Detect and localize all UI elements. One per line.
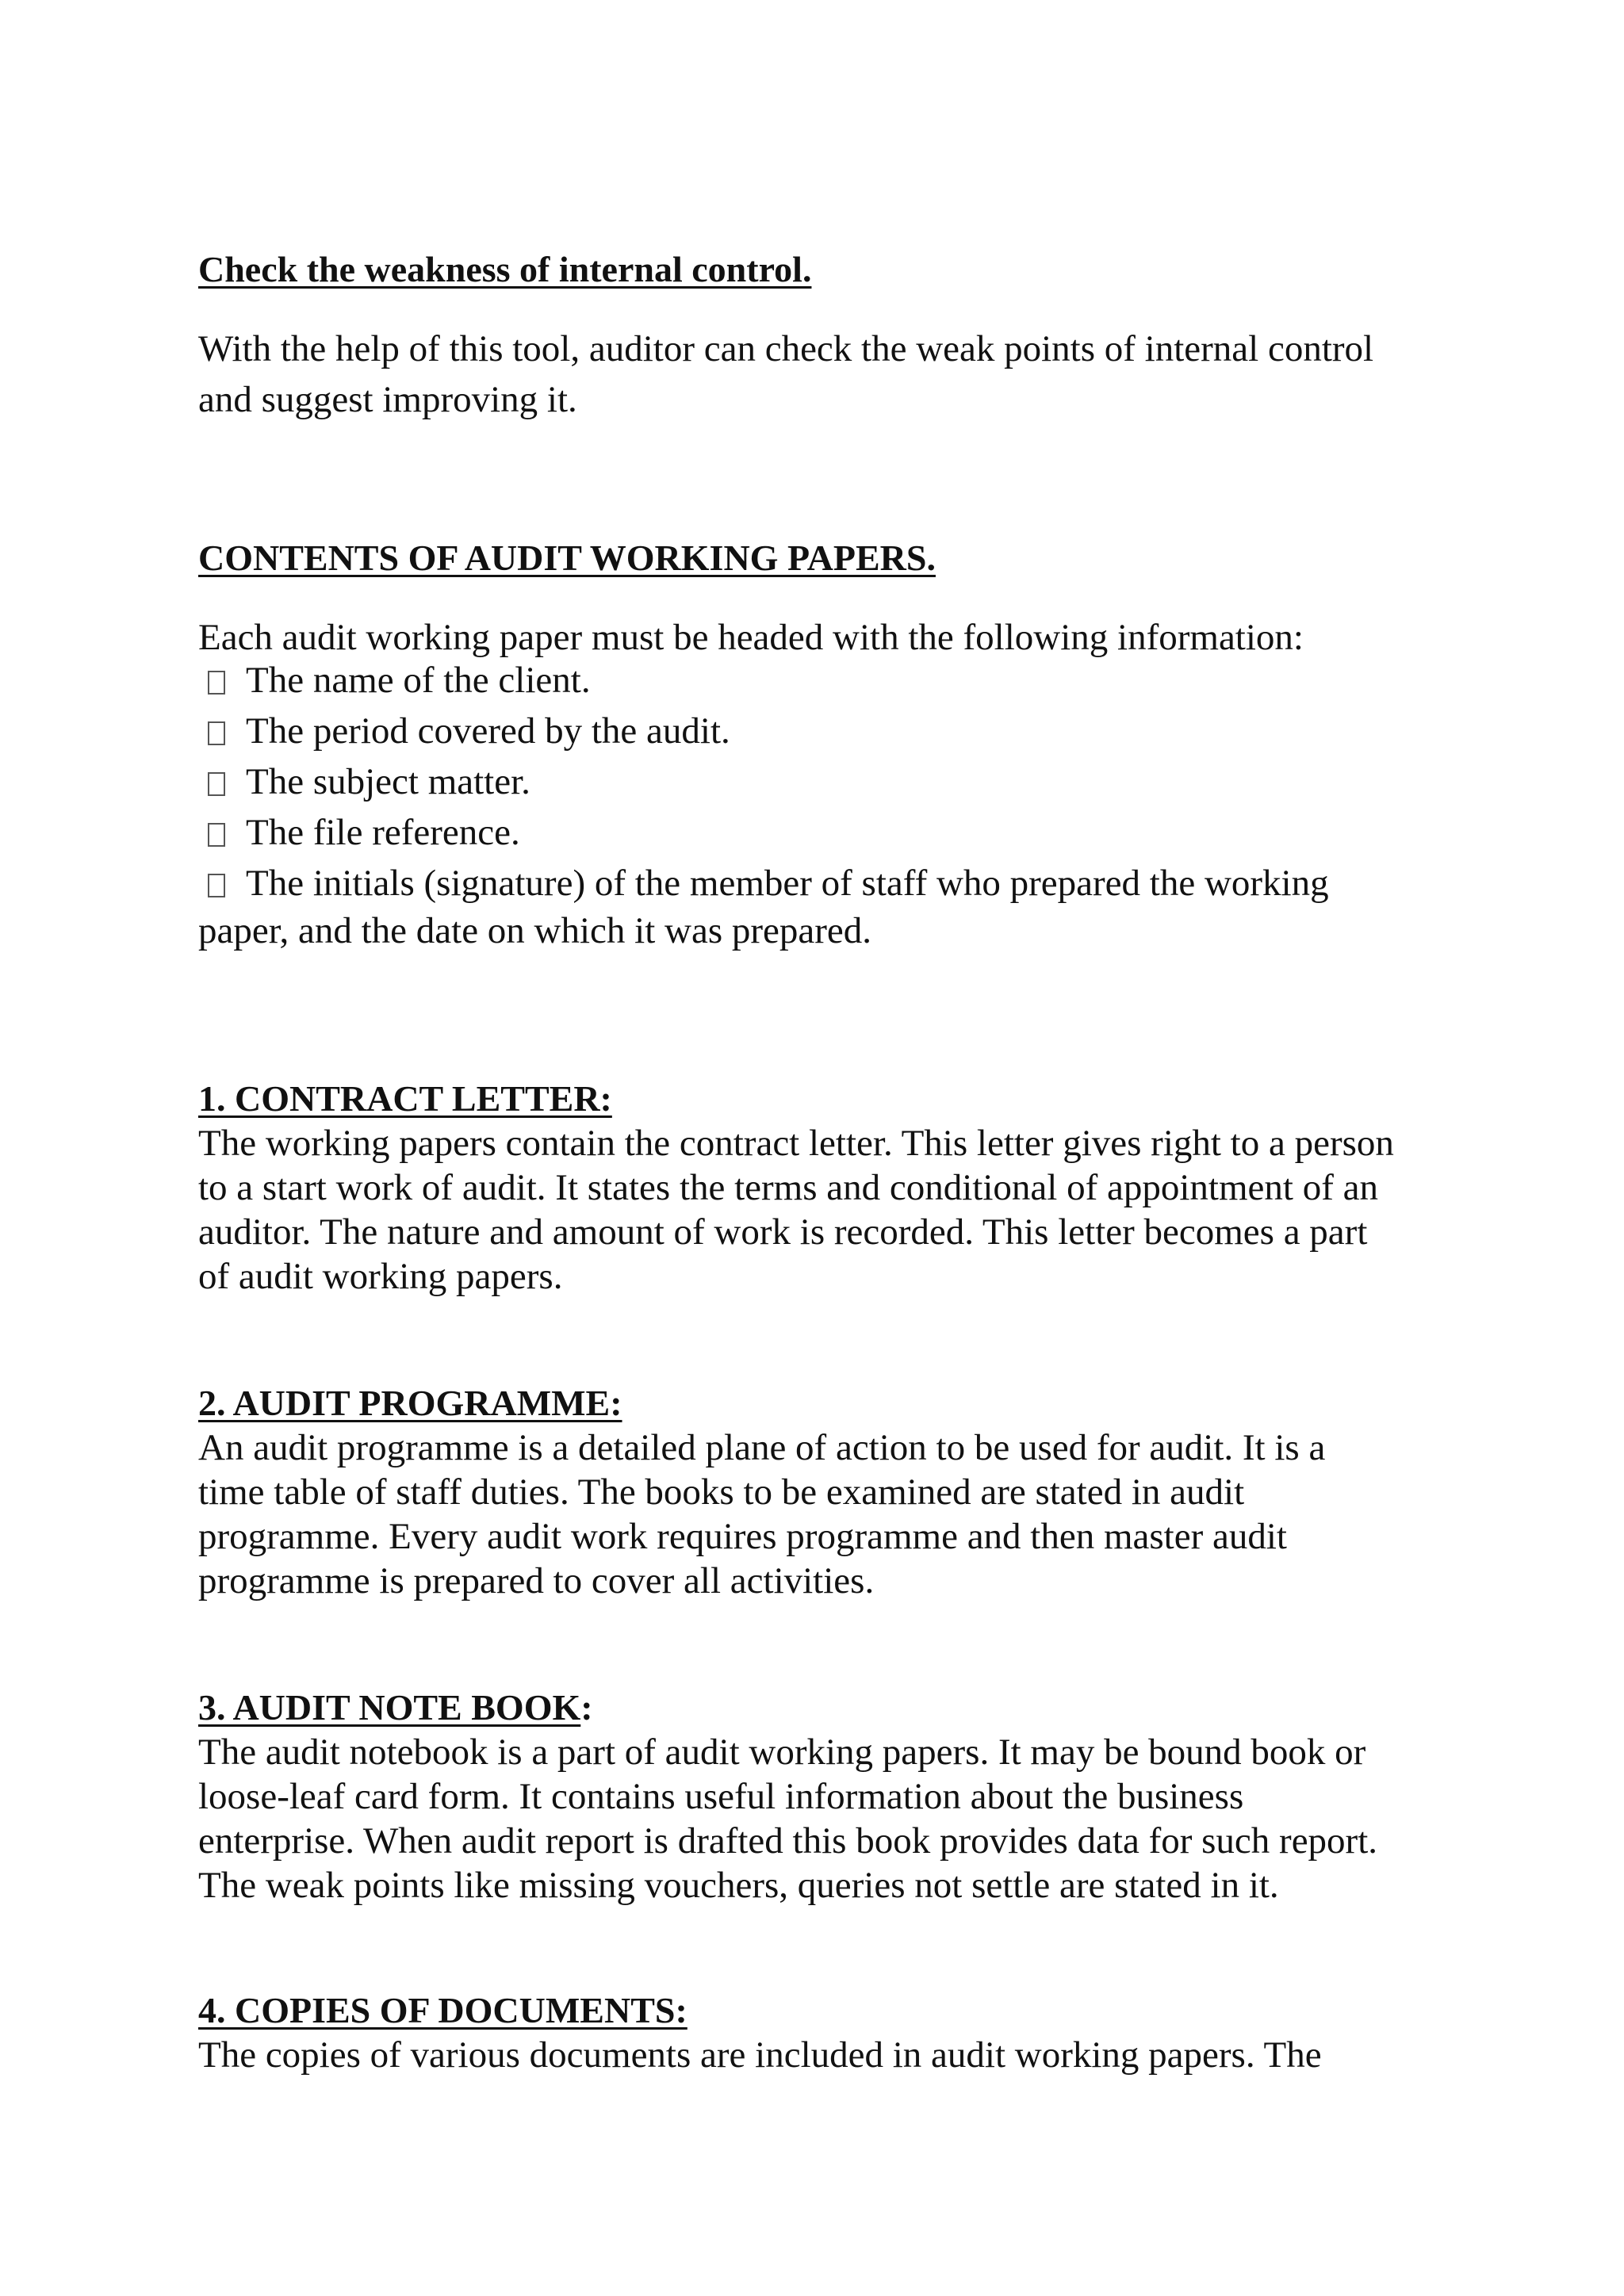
checkbox-glyph-icon xyxy=(208,772,225,796)
checkbox-glyph-icon xyxy=(208,671,225,695)
section-heading: 3. AUDIT NOTE BOOK xyxy=(198,1687,581,1728)
list-item-label: The name of the client. xyxy=(246,660,591,701)
section-internal-control-body xyxy=(198,323,1475,425)
paragraph-line: The audit notebook is a part of audit working papers. It may be bound book or xyxy=(198,1732,1366,1773)
paragraph-line: loose-leaf card form. It contains useful information about the business xyxy=(198,1776,1244,1817)
contents-continuation xyxy=(198,909,1475,953)
paragraph-line: Each audit working paper must be headed with the following information: xyxy=(198,617,1304,658)
paragraph-line: of audit working papers. xyxy=(198,1256,563,1297)
paragraph-line: and suggest improving it. xyxy=(198,379,577,420)
paragraph-line: With the help of this tool, auditor can check the weak points of internal control xyxy=(198,328,1374,369)
list-item xyxy=(198,658,1475,709)
section-copies-of-documents xyxy=(198,1988,1475,2033)
list-item xyxy=(198,810,1475,861)
paragraph-line: The weak points like missing vouchers, queries not settle are stated in it. xyxy=(198,1865,1279,1906)
section-internal-control xyxy=(198,247,1475,292)
paragraph-line: enterprise. When audit report is drafted this book provides data for such report. xyxy=(198,1820,1378,1862)
section-audit-programme xyxy=(198,1381,1475,1425)
section-contract-letter xyxy=(198,1077,1475,1121)
section-audit-note-book-body xyxy=(198,1730,1475,1908)
list-item-label: The period covered by the audit. xyxy=(246,710,730,752)
section-heading: 1. CONTRACT LETTER: xyxy=(198,1078,612,1119)
section-audit-note-book xyxy=(198,1686,1475,1730)
section-heading: Check the weakness of internal control. xyxy=(198,249,812,289)
checkbox-glyph-icon xyxy=(208,874,225,897)
list-item xyxy=(198,760,1475,810)
paragraph-line: auditor. The nature and amount of work is recorded. This letter becomes a part xyxy=(198,1211,1368,1253)
paragraph-line: paper, and the date on which it was prepared. xyxy=(198,910,872,951)
list-item xyxy=(198,709,1475,760)
paragraph-line: time table of staff duties. The books to be examined are stated in audit xyxy=(198,1471,1245,1513)
section-heading: 4. COPIES OF DOCUMENTS: xyxy=(198,1990,688,2030)
paragraph-line: The copies of various documents are included in audit working papers. The xyxy=(198,2034,1322,2076)
section-copies-of-documents-body xyxy=(198,2033,1475,2077)
section-heading: CONTENTS OF AUDIT WORKING PAPERS. xyxy=(198,538,936,578)
section-contract-letter-body xyxy=(198,1121,1475,1299)
list-item xyxy=(198,861,1475,912)
section-heading: 2. AUDIT PROGRAMME: xyxy=(198,1383,622,1423)
paragraph-line: An audit programme is a detailed plane of action to be used for audit. It is a xyxy=(198,1427,1326,1468)
checkbox-glyph-icon xyxy=(208,721,225,745)
paragraph-line: The working papers contain the contract letter. This letter gives right to a person xyxy=(198,1123,1394,1164)
list-item-label: The file reference. xyxy=(246,812,520,853)
section-heading-wrapper xyxy=(198,1686,1475,1730)
contents-intro xyxy=(198,615,1475,660)
paragraph-line: programme is prepared to cover all activities. xyxy=(198,1560,875,1601)
list-item-label: The subject matter. xyxy=(246,761,530,802)
section-audit-programme-body xyxy=(198,1425,1475,1603)
section-contents xyxy=(198,536,1475,580)
contents-bullet-list xyxy=(198,658,1475,912)
paragraph-line: programme. Every audit work requires programme and then master audit xyxy=(198,1516,1287,1557)
list-item-label: The initials (signature) of the member of staff who prepared the working xyxy=(246,863,1329,904)
paragraph-line: to a start work of audit. It states the terms and conditional of appointment of an xyxy=(198,1167,1378,1208)
section-heading-colon: : xyxy=(580,1687,593,1728)
checkbox-glyph-icon xyxy=(208,823,225,847)
